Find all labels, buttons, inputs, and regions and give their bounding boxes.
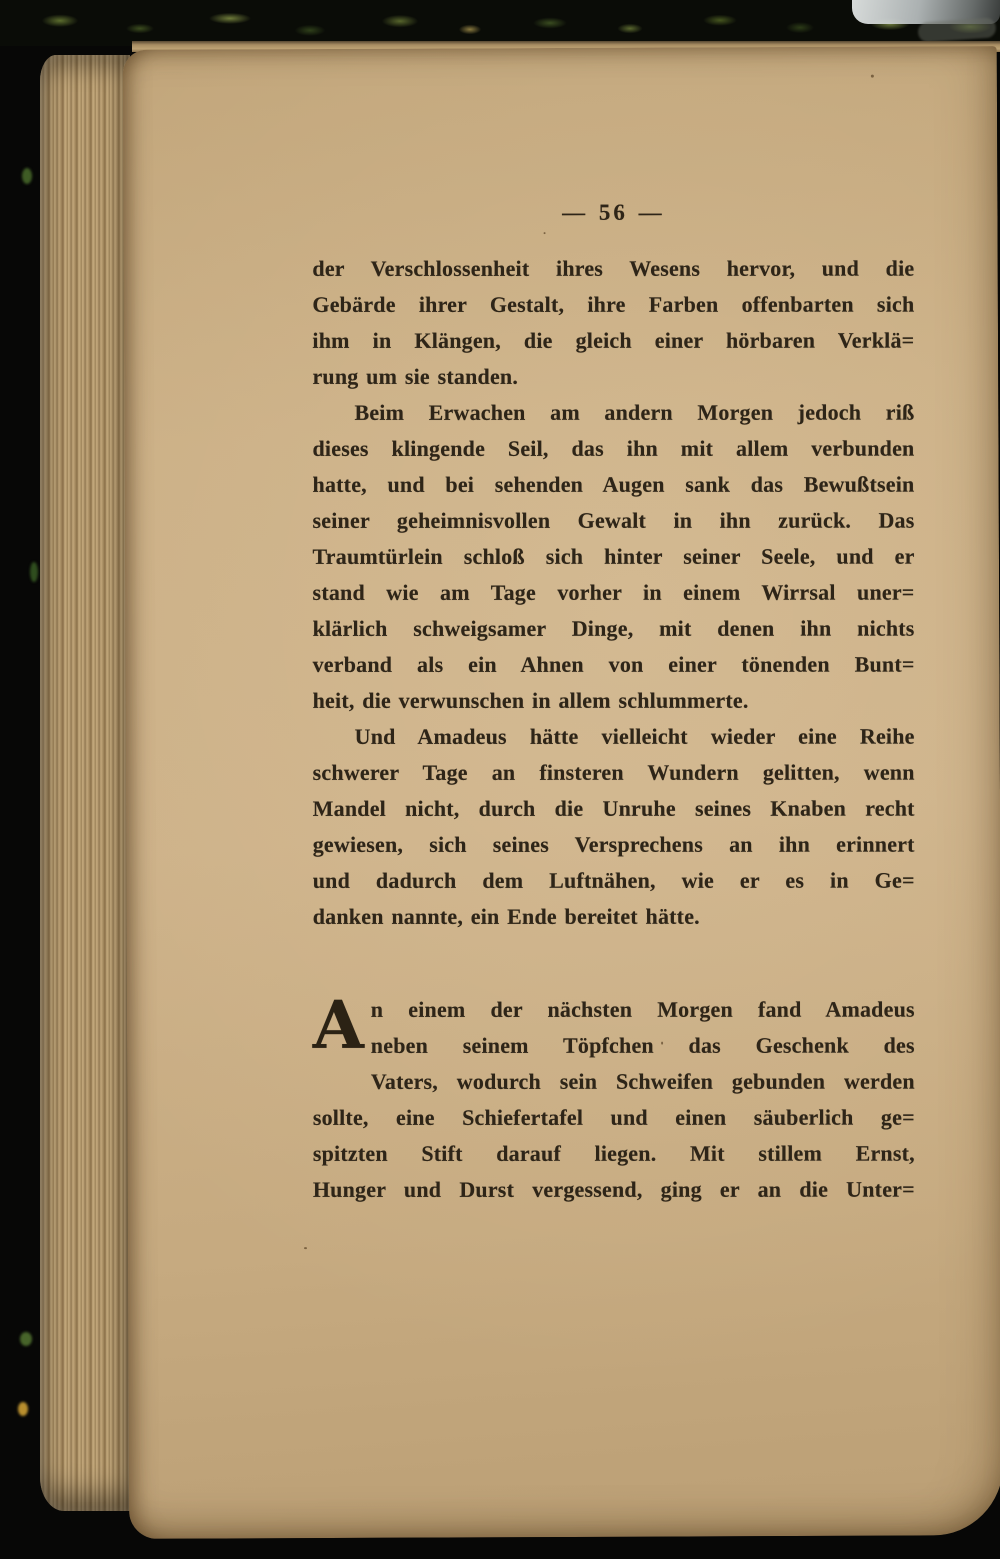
book-fore-edge-page-stack xyxy=(40,55,130,1511)
cover-fleck xyxy=(18,1402,28,1416)
text-line: und dadurch dem Luftnähen, wie er es in Ge= xyxy=(312,867,915,893)
page-number: — 56 — xyxy=(562,199,665,225)
text-line: heit, die verwunschen in allem schlummerte. xyxy=(312,687,749,713)
text-line: schwerer Tage an finsteren Wundern gelitten, wenn xyxy=(312,759,915,785)
cover-fleck xyxy=(22,168,32,184)
paper-speck xyxy=(304,1247,307,1249)
text-line: neben seinem Töpfchen das Geschenk des xyxy=(370,1032,915,1058)
drop-cap-initial: A xyxy=(312,985,365,1064)
text-line: ihm in Klängen, die gleich einer hörbaren Verklä= xyxy=(312,327,915,353)
book-page xyxy=(123,46,1000,1539)
text-line: stand wie am Tage vorher in einem Wirrsal uner= xyxy=(312,579,915,605)
paper-speck xyxy=(871,75,874,78)
text-line: danken nannte, ein Ende bereitet hätte. xyxy=(312,903,700,929)
paragraph xyxy=(313,719,915,935)
text-line: spitzten Stift darauf liegen. Mit stillem Ernst, xyxy=(312,1140,915,1166)
page-text-block xyxy=(312,200,915,1208)
cover-smudge xyxy=(917,17,996,42)
text-line: hatte, und bei sehenden Augen sank das Bewußtsein xyxy=(312,471,915,497)
cover-fleck xyxy=(20,1332,32,1346)
text-line: dieses klingende Seil, das ihn mit allem verbunden xyxy=(312,435,915,461)
text-line: rung um sie standen. xyxy=(312,363,519,389)
text-line: seiner geheimnisvollen Gewalt in ihn zurück. Das xyxy=(312,507,915,533)
cover-fleck xyxy=(30,562,38,582)
book-cover-marbled-edge xyxy=(0,0,1000,46)
text-line: sollte, eine Schiefertafel und einen säuberlich ge= xyxy=(312,1104,915,1130)
text-line: klärlich schweigsamer Dinge, mit denen ihn nichts xyxy=(312,615,915,641)
new-section-paragraph xyxy=(312,985,915,1208)
text-line: Mandel nicht, durch die Unruhe seines Knaben recht xyxy=(312,795,915,821)
text-line: der Verschlossenheit ihres Wesens hervor, und die xyxy=(312,255,915,281)
text-line: Gebärde ihrer Gestalt, ihre Farben offenbarten sich xyxy=(312,291,915,317)
text-line: Vaters, wodurch sein Schweifen gebunden werden xyxy=(370,1068,915,1094)
text-line: Und Amadeus hätte vielleicht wieder eine Reihe xyxy=(354,723,915,749)
paragraph xyxy=(312,395,914,719)
text-line: Beim Erwachen am andern Morgen jedoch riß xyxy=(354,399,915,425)
text-line: Traumtürlein schloß sich hinter seiner Seele, und er xyxy=(312,543,915,569)
text-line: n einem der nächsten Morgen fand Amadeus xyxy=(370,996,915,1022)
text-line: verband als ein Ahnen von einer tönenden Bunt= xyxy=(312,651,915,677)
text-line: gewiesen, sich seines Versprechens an ihn erinnert xyxy=(312,831,915,857)
text-line: Hunger und Durst vergessend, ging er an die Unter= xyxy=(312,1176,915,1202)
paragraph xyxy=(312,251,914,395)
